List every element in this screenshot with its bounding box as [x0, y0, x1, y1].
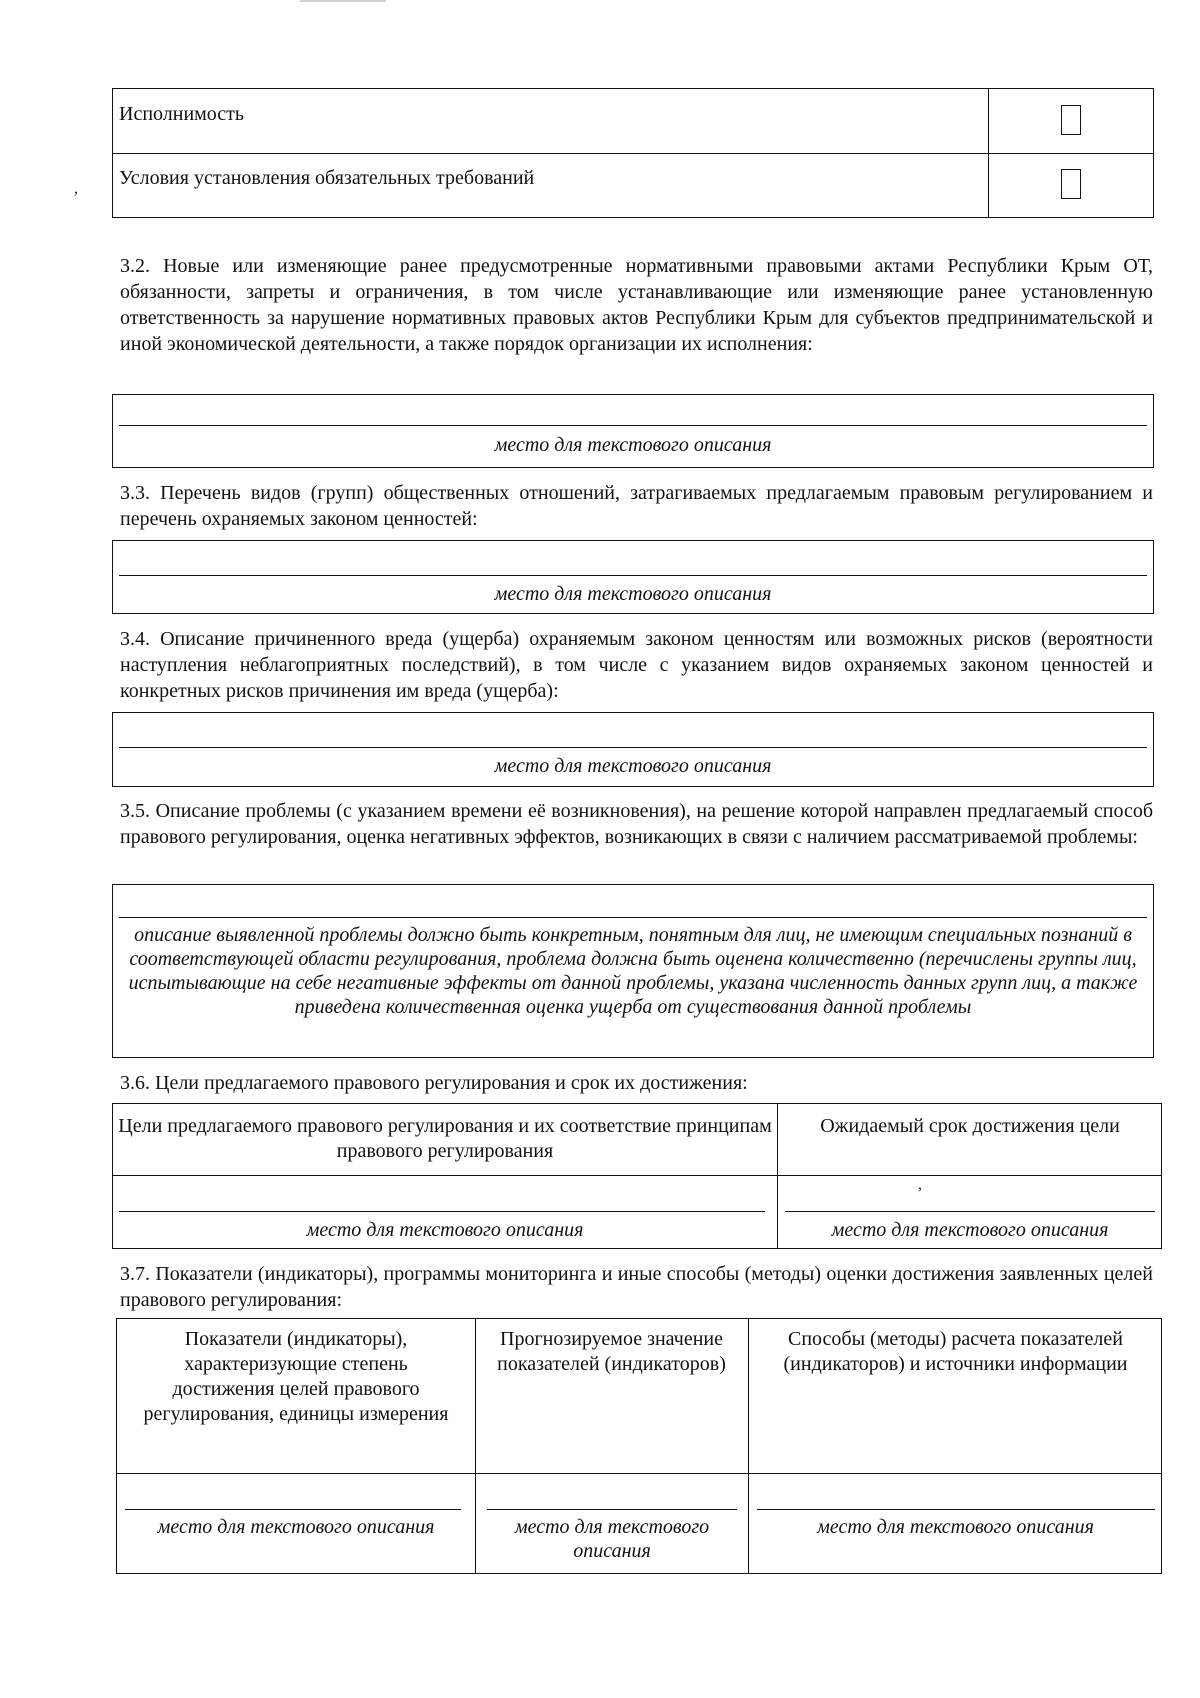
- table-divider: [988, 89, 989, 217]
- section-3-2-field[interactable]: [112, 394, 1154, 468]
- stray-mark: ,: [918, 1176, 922, 1193]
- answer-line: [119, 917, 1147, 918]
- checkbox-conditions[interactable]: [1061, 169, 1081, 199]
- goals-value[interactable]: место для текстового описания: [306, 1219, 584, 1241]
- table-divider: [117, 1473, 1161, 1474]
- indicators-col-header: Показатели (индикаторы), характеризующие степень достижения целей правового регулирования, единицы измерения: [143, 1328, 449, 1425]
- answer-line: [757, 1509, 1155, 1510]
- criteria-row-conditions: [113, 153, 1153, 217]
- answer-line: [785, 1211, 1155, 1212]
- section-3-3-text: 3.3. Перечень видов (групп) общественных отношений, затрагиваемых предлагаемым правовым регулированием и перечень охраняемых законом ценностей:: [120, 482, 1153, 530]
- indicators-value[interactable]: место для текстового описания: [157, 1516, 435, 1538]
- methods-value[interactable]: место для текстового описания: [817, 1516, 1094, 1538]
- section-3-5-field[interactable]: [112, 884, 1154, 1058]
- placeholder-hint: место для текстового описания: [494, 434, 772, 456]
- section-3-7-text: 3.7. Показатели (индикаторы), программы мониторинга и иные способы (методы) оценки достижения заявленных целей правового регулирования:: [120, 1263, 1153, 1311]
- section-3-3-field[interactable]: [112, 540, 1154, 614]
- indicators-table: [116, 1318, 1162, 1574]
- section-3-5-text: 3.5. Описание проблемы (с указанием времени её возникновения), на решение которой направлен предлагаемый способ правового регулирования, оценка негативных эффектов, возникающих в связи с наличием рассматриваемой проблемы:: [120, 800, 1153, 848]
- criteria-label: Условия установления обязательных требований: [119, 167, 535, 189]
- section-3-6-text: 3.6. Цели предлагаемого правового регулирования и срок их достижения:: [120, 1072, 748, 1094]
- problem-description-hint: описание выявленной проблемы должно быть конкретным, понятным для лиц, не имеющим специальных познаний в соответствующей области регулирования, проблема должна быть оценена количественно (перечислены группы лиц, испытывающие на себе негативные эффекты от данной проблемы, указана численность данных групп лиц, а также приведена количественная оценка ущерба от существования данной проблемы: [128, 924, 1138, 1018]
- answer-line: [119, 747, 1147, 748]
- answer-line: [119, 1211, 765, 1212]
- answer-line: [119, 425, 1147, 426]
- criteria-label: Исполнимость: [119, 103, 245, 125]
- forecast-col-header: Прогнозируемое значение показателей (индикаторов): [497, 1328, 726, 1375]
- section-3-2-text: 3.2. Новые или изменяющие ранее предусмотренные нормативными правовыми актами Республики Крым ОТ, обязанности, запреты и ограничения, в том числе устанавливающие или изменяющие ранее установленную ответственность за нарушение нормативных правовых актов Республики Крым для субъектов предпринимательской и иной экономической деятельности, а также порядок организации их исполнения:: [120, 255, 1153, 355]
- answer-line: [487, 1509, 737, 1510]
- stray-mark: ,: [74, 180, 78, 197]
- placeholder-hint: место для текстового описания: [494, 583, 772, 605]
- criteria-table: [112, 88, 1154, 218]
- page-top-mark: [300, 0, 386, 2]
- answer-line: [119, 575, 1147, 576]
- answer-line: [125, 1509, 461, 1510]
- checkbox-enforceability[interactable]: [1061, 105, 1081, 135]
- goals-table: [112, 1103, 1162, 1249]
- placeholder-hint: место для текстового описания: [494, 755, 772, 777]
- criteria-row-enforceability: [113, 89, 1153, 154]
- forecast-value[interactable]: место для текстового описания: [514, 1516, 710, 1562]
- table-divider: [113, 1175, 1161, 1176]
- section-3-4-text: 3.4. Описание причиненного вреда (ущерба) охраняемым законом ценностям или возможных рисков (вероятности наступления неблагоприятных последствий), в том числе с указанием видов охраняемых законом ценностей и конкретных рисков причинения им вреда (ущерба):: [120, 628, 1153, 702]
- methods-col-header: Способы (методы) расчета показателей (индикаторов) и источники информации: [783, 1328, 1128, 1375]
- deadline-col-header: Ожидаемый срок достижения цели: [820, 1115, 1120, 1137]
- deadline-value[interactable]: место для текстового описания: [831, 1219, 1109, 1241]
- goals-col-header: Цели предлагаемого правового регулирования и их соответствие принципам правового регулирования: [118, 1115, 772, 1162]
- section-3-4-field[interactable]: [112, 712, 1154, 787]
